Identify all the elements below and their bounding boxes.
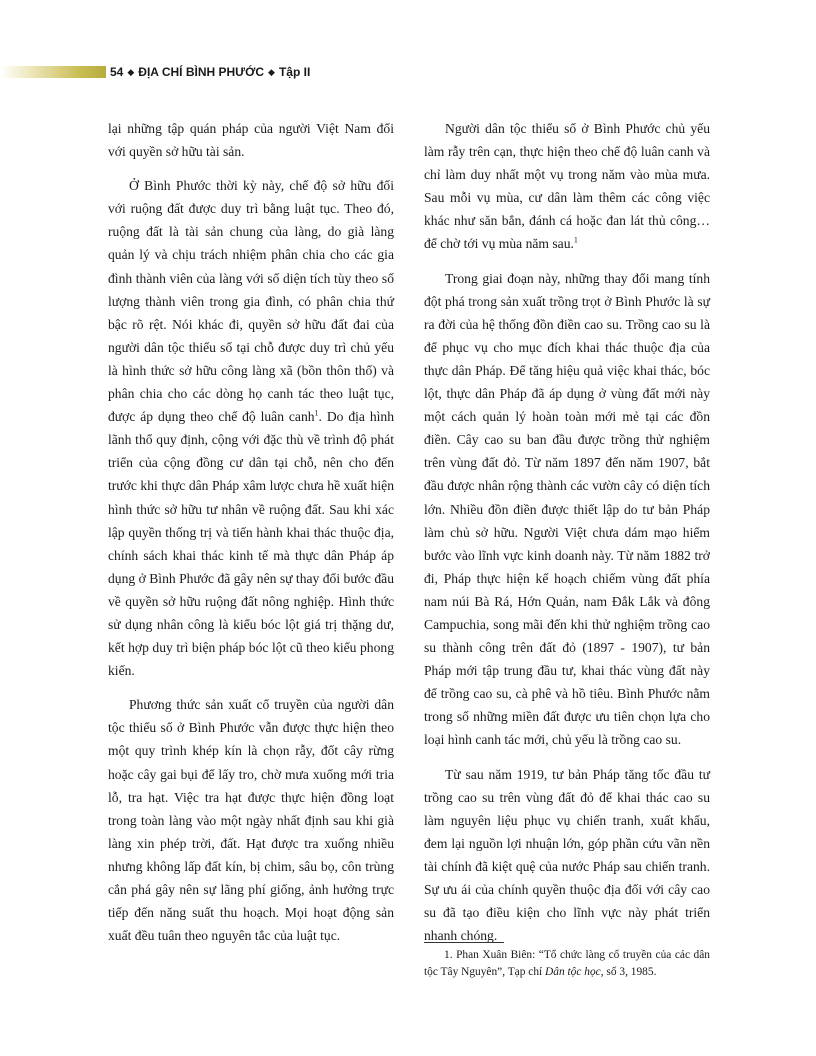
page-number: 54 (110, 65, 124, 79)
diamond-separator-icon: ◆ (268, 67, 275, 77)
footnote-ref: 1 (314, 408, 319, 418)
header-text (110, 63, 310, 81)
paragraph-text: Phương thức sản xuất cổ truyền của người dân tộc thiểu số ở Bình Phước vẫn được thực hiện theo một quy trình khép kín là chọn rẫy, đốt cây rừng hoặc cây gai bụi để lấy tro, chờ mưa xuống mới tria lỗ, tra hạt. Việc tra hạt được thực hiện đồng loạt trong toàn làng vào một ngày nhất định sau khi già làng xin phép trời, đất. Hạt được tra xuống nhiều nhưng không lấp đất kín, bị chim, sâu bọ, côn trùng cắn phá gây nên sự lãng phí giống, ảnh hưởng trực tiếp đến năng suất thu hoạch. Mọi hoạt động sản xuất đều tuân theo nguyên tắc của luật tục. (108, 697, 394, 944)
diamond-separator-icon: ◆ (127, 67, 135, 77)
book-title: ĐỊA CHÍ BÌNH PHƯỚC (138, 65, 265, 79)
paragraph (424, 763, 710, 948)
right-column (424, 117, 710, 958)
paragraph (424, 117, 710, 256)
footnote-text-end: , số 3, 1985. (600, 966, 657, 978)
footnote-journal: Dân tộc học (545, 966, 601, 978)
paragraph-text-tail: . Do địa hình lãnh thổ quy định, cộng với đặc thù về trình độ phát triển của cộng đồng cư dân tại chỗ, nên cho đến trước khi thực dân Pháp xâm lược chưa hề xuất hiện hình thức sở hữu tư nhân về ruộng đất. Sau khi xác lập quyền thống trị và tiến hành khai thác thuộc địa, chính sách khai thác kinh tế mà thực dân Pháp áp dụng ở Bình Phước đã gây nên sự thay đổi bước đầu về quyền sở hữu ruộng đất nông nghiệp. Hình thức sử dụng nhân công là kiểu bóc lột giá trị thặng dư, kết hợp duy trì biện pháp bóc lột cũ theo kiểu phong kiến. (108, 409, 394, 679)
paragraph-text: lại những tập quán pháp của người Việt Nam đối với quyền sở hữu tài sản. (108, 121, 394, 160)
paragraph (108, 693, 394, 947)
left-column (108, 117, 394, 958)
paragraph-text: Trong giai đoạn này, những thay đổi mang tính đột phá trong sản xuất trồng trọt ở Bình Phước là sự ra đời của hệ thống đồn điền cao su. Trồng cao su là để phục vụ cho mục đích khai thác thuộc địa của thực dân Pháp. Để tăng hiệu quả việc khai thác, bóc lột, thực dân Pháp đã áp dụng ở vùng đất mới này một cách quản lý hoàn toàn mới mẻ tại các đồn điền. Cây cao su ban đầu được trồng thử nghiệm trên vùng đất đỏ. Từ năm 1897 đến năm 1907, bắt đầu được nhân rộng thành các vườn cây có diện tích lớn. Nhiều đồn điền được thiết lập do tư bản Pháp làm chủ sở hữu. Người Việt chưa dám mạo hiểm bước vào lĩnh vực kinh doanh này. Từ năm 1882 trở đi, Pháp thực hiện kế hoạch chiếm vùng đất phía nam núi Bà Rá, Hớn Quản, nam Đắk Lắk và đông Campuchia, song mãi đến khi thử nghiệm trồng cao su thành công trên đất đỏ (1897 - 1907), tư bản Pháp mới tập trung đầu tư, khai thác vùng đất này để trồng cao su, cà phê và hồ tiêu. Bình Phước nằm trong số những miền đất được ưu tiên chọn lựa cho loại hình canh tác mới, chủ yếu là trồng cao su. (424, 270, 710, 748)
volume-label: Tập II (278, 65, 311, 79)
running-header (0, 63, 816, 81)
footnote (424, 947, 710, 981)
paragraph-text: Từ sau năm 1919, tư bản Pháp tăng tốc đầu tư trồng cao su trên vùng đất đỏ để khai thác cao su làm nguyên liệu phục vụ chiến tranh, xuất khẩu, đem lại nguồn lợi nhuận lớn, góp phần cứu vãn nền tài chính đã kiệt quệ của nước Pháp sau chiến tranh. Sự ưu ái của chính quyền thuộc địa đối với cây cao su đã tạo điều kiện cho lĩnh vực này phát triển nhanh chóng. (424, 766, 710, 944)
paragraph-text: Người dân tộc thiểu số ở Bình Phước chủ yếu làm rẫy trên cạn, thực hiện theo chế độ luân canh và chỉ làm duy nhất một vụ trong năm vào mùa mưa. Sau mỗi vụ mùa, cư dân làm thêm các công việc khác như săn bắn, đánh cá hoặc đan lát thủ công… để chờ tới vụ mùa năm sau. (424, 121, 710, 252)
paragraph-text: Ở Bình Phước thời kỳ này, chế độ sở hữu đối với ruộng đất được duy trì bằng luật tục. Theo đó, ruộng đất là tài sản chung của làng, do già làng quản lý và chịu trách nhiệm phân chia cho các gia đình thành viên của làng với số diện tích tùy theo số lượng thành viên trong gia đình, có phân chia thứ bậc rõ rệt. Nói khác đi, quyền sở hữu đất đai của người dân tộc thiểu số tại chỗ được duy trì chủ yếu là hình thức sở hữu công làng xã (bồn thôn thổ) và phân chia cho các dòng họ canh tác theo luật tục, được áp dụng theo chế độ luân canh (108, 178, 394, 425)
paragraph (424, 267, 710, 752)
header-accent-bar (0, 66, 106, 78)
paragraph (108, 117, 394, 163)
footnote-ref: 1 (573, 235, 578, 245)
footnote-divider (424, 942, 504, 943)
footnote-text: 1. Phan Xuân Biên: “Tổ chức làng cổ truyền của các dân tộc Tây Nguyên”, Tạp chí (424, 949, 710, 978)
paragraph (108, 174, 394, 682)
